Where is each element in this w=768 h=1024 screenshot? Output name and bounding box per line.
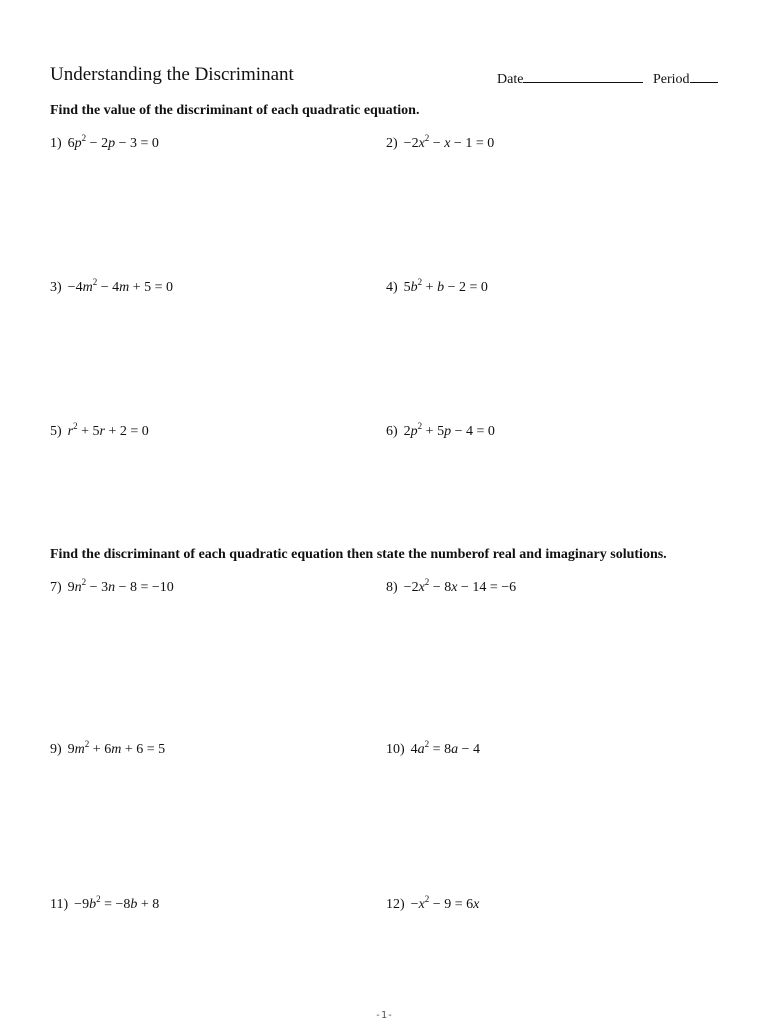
worksheet-title: Understanding the Discriminant [50,64,294,85]
period-field [653,70,718,88]
problem-7 [50,577,174,596]
page-number: -1- [374,1010,394,1021]
problem-10 [386,739,480,758]
problem-equation: $r^2 + 5r + 2 = 0$ [67,421,149,439]
problem-5 [50,421,149,440]
problem-equation: $4a^2 = 8a - 4$ [410,739,480,757]
date-field [497,70,643,88]
problem-number: 12) [386,897,405,912]
problem-2 [386,133,495,152]
problem-8 [386,577,517,596]
problem-6 [386,421,495,440]
problem-equation: $5b^2 + b - 2 = 0$ [403,277,488,295]
problem-9 [50,739,166,758]
problem-equation: $-2x^2 - 8x - 14 = -6$ [403,577,517,595]
section-2-instruction: Find the discriminant of each quadratic equation then state the numberof real and imaginary solutions. [50,547,667,562]
problem-equation: $-4m^2 - 4m + 5 = 0$ [67,277,174,295]
problem-number: 9) [50,742,62,757]
period-label: Period [653,72,690,87]
date-label: Date [497,72,524,87]
problem-number: 11) [50,897,69,912]
problem-1 [50,133,159,152]
problem-number: 6) [386,424,398,439]
problem-number: 8) [386,580,398,595]
problem-number: 7) [50,580,62,595]
problem-number: 10) [386,742,405,757]
problem-3 [50,277,174,296]
section-1-instruction: Find the value of the discriminant of each quadratic equation. [50,103,420,118]
problem-number: 2) [386,136,398,151]
problem-equation: $9n^2 - 3n - 8 = -10$ [67,577,174,595]
problem-12 [386,894,480,913]
problem-number: 1) [50,136,62,151]
problem-equation: $2p^2 + 5p - 4 = 0$ [403,421,495,439]
problem-equation: $-x^2 - 9 = 6x$ [410,894,480,912]
problem-number: 4) [386,280,398,295]
problem-equation: $9m^2 + 6m + 6 = 5$ [67,739,166,757]
problem-equation: $6p^2 - 2p - 3 = 0$ [67,133,159,151]
problem-equation: $-2x^2 - x - 1 = 0$ [403,133,495,151]
period-blank [690,70,718,83]
problem-11 [50,894,160,913]
problem-number: 5) [50,424,62,439]
date-blank [523,70,643,83]
problem-equation: $-9b^2 = -8b + 8$ [74,894,160,912]
problem-4 [386,277,488,296]
problem-number: 3) [50,280,62,295]
